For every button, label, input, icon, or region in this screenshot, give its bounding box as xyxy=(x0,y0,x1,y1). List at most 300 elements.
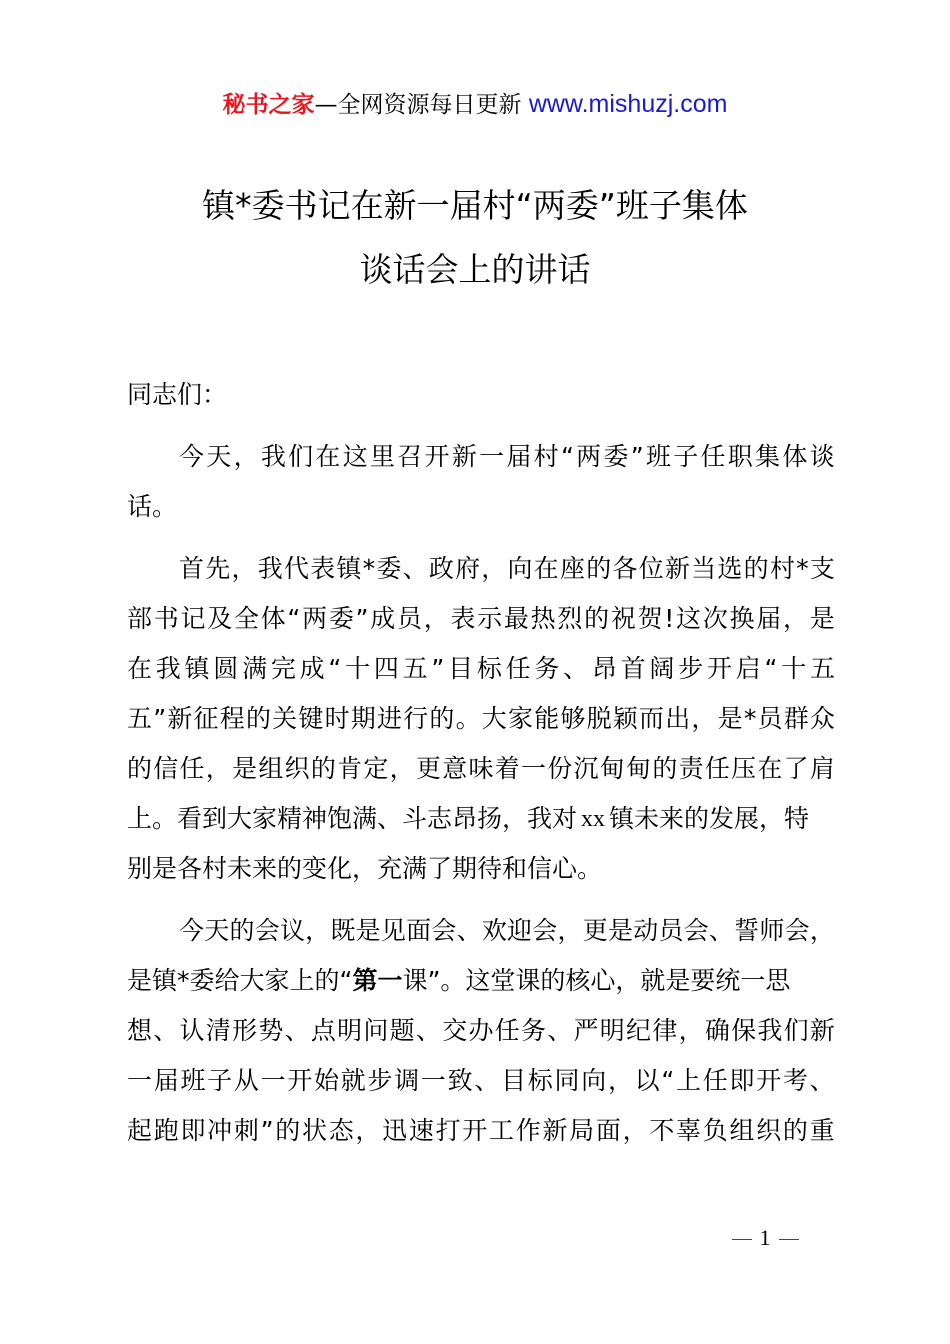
char: 键 xyxy=(298,704,324,733)
char: ” xyxy=(355,604,369,633)
char: 开 xyxy=(287,1066,313,1095)
char: 表 xyxy=(450,604,476,633)
char: 冲 xyxy=(207,1116,233,1145)
char: 明 xyxy=(337,1016,363,1045)
char: 即 xyxy=(180,1116,206,1145)
char: 、 xyxy=(474,1066,500,1095)
char: 而 xyxy=(639,704,665,733)
site-banner xyxy=(0,86,950,123)
char: 满 xyxy=(242,654,268,683)
char: 信 xyxy=(153,754,179,783)
char: 甸 xyxy=(626,754,652,783)
char: 任 xyxy=(179,754,205,783)
char: 的 xyxy=(782,1116,808,1145)
char: 步 xyxy=(678,654,704,683)
char: 关 xyxy=(272,704,298,733)
char: 步 xyxy=(367,1066,393,1095)
char: 支 xyxy=(809,554,835,583)
char: 职 xyxy=(727,442,753,471)
char: 负 xyxy=(702,1116,728,1145)
char: 沉 xyxy=(573,754,599,783)
char: 就 xyxy=(340,1066,366,1095)
char: 五 xyxy=(809,654,835,683)
char: 迅 xyxy=(382,1116,408,1145)
char: 一 xyxy=(479,442,505,471)
text-line xyxy=(127,1006,835,1056)
char: ， xyxy=(423,604,449,633)
char: 开 xyxy=(424,442,450,471)
char: ， xyxy=(782,604,808,633)
char: 纪 xyxy=(626,1016,652,1045)
char: 的 xyxy=(229,916,255,945)
char: 十 xyxy=(781,654,807,683)
char: 十 xyxy=(345,654,371,683)
page-number: 1 xyxy=(759,1225,771,1250)
char: 作 xyxy=(515,1116,541,1145)
char: 村 xyxy=(533,442,559,471)
char: 启 xyxy=(735,654,761,683)
char: 、 xyxy=(708,916,734,945)
char: 全 xyxy=(233,604,259,633)
text-line xyxy=(127,1056,835,1106)
char: 换 xyxy=(729,604,755,633)
char: 是 xyxy=(809,604,835,633)
char: 班 xyxy=(180,1066,206,1095)
char: ， xyxy=(389,754,415,783)
text-segment: 镇未来的发展，特 xyxy=(609,804,810,833)
char: “ xyxy=(661,1066,675,1095)
placeholder-town-name: xx xyxy=(581,806,606,832)
text-line xyxy=(127,744,835,794)
char: 速 xyxy=(408,1116,434,1145)
char: 的 xyxy=(429,704,455,733)
char: 誓 xyxy=(734,916,760,945)
char: 我 xyxy=(257,554,283,583)
char: 成 xyxy=(299,654,325,683)
char: 五 xyxy=(127,704,153,733)
char: * xyxy=(362,554,376,583)
char: ， xyxy=(355,1116,381,1145)
char: 认 xyxy=(179,1016,205,1045)
char: 面 xyxy=(406,916,432,945)
char: ， xyxy=(691,704,717,733)
char: 一 xyxy=(520,754,546,783)
char: 点 xyxy=(310,1016,336,1045)
char: 会 xyxy=(784,916,810,945)
char: 是 xyxy=(607,916,633,945)
char: 务 xyxy=(520,1016,546,1045)
char: 辜 xyxy=(676,1116,702,1145)
char: 保 xyxy=(731,1016,757,1045)
char: 的 xyxy=(127,754,153,783)
char: * xyxy=(796,554,809,583)
char: 任 xyxy=(702,1066,728,1095)
char: 目 xyxy=(501,1066,527,1095)
char: 五 xyxy=(402,654,428,683)
char: 。 xyxy=(455,704,481,733)
char: 期 xyxy=(350,704,376,733)
char: 工 xyxy=(489,1116,515,1145)
char: 动 xyxy=(633,916,659,945)
char: 体 xyxy=(782,442,808,471)
emphasis-first-lesson: 第一 xyxy=(352,966,403,995)
char: 当 xyxy=(691,554,717,583)
char: 、 xyxy=(563,654,589,683)
char: ! xyxy=(664,604,675,633)
char: 表 xyxy=(310,554,336,583)
char: 各 xyxy=(612,554,638,583)
char: 是 xyxy=(355,916,381,945)
char: 上 xyxy=(676,1066,702,1095)
text-line xyxy=(127,906,835,956)
text-segment: 课”。这堂课的核心，就是要统一思 xyxy=(402,966,791,995)
text-line xyxy=(127,794,835,844)
char: “ xyxy=(560,442,574,471)
char: 一 xyxy=(127,1066,153,1095)
char: ， xyxy=(809,916,835,945)
char: ” xyxy=(630,442,644,471)
text-line xyxy=(127,594,835,644)
char: ” xyxy=(431,654,445,683)
char: 的 xyxy=(652,754,678,783)
char: 在 xyxy=(127,654,153,683)
text-line xyxy=(127,544,835,594)
char: ” xyxy=(153,704,167,733)
char: 打 xyxy=(435,1116,461,1145)
char: 部 xyxy=(127,604,153,633)
paragraph-3 xyxy=(127,906,835,1156)
text-line xyxy=(127,432,835,482)
char: 肩 xyxy=(809,754,835,783)
char: ， xyxy=(678,1016,704,1045)
char: 镇 xyxy=(336,554,362,583)
brand-name: 秘书之家 xyxy=(222,92,315,118)
char: 、 xyxy=(456,916,482,945)
char: 考 xyxy=(782,1066,808,1095)
char: 群 xyxy=(783,704,809,733)
char: 严 xyxy=(573,1016,599,1045)
char: 的 xyxy=(310,754,336,783)
text-segment: 是镇*委给大家上的“ xyxy=(127,966,353,995)
char: 届 xyxy=(153,1066,179,1095)
char: ， xyxy=(607,1066,633,1095)
char: 、 xyxy=(809,1066,835,1095)
char: 新 xyxy=(664,554,690,583)
char: 更 xyxy=(415,754,441,783)
char: 组 xyxy=(258,754,284,783)
char: 问 xyxy=(363,1016,389,1045)
char: 代 xyxy=(283,554,309,583)
char: * xyxy=(743,704,757,733)
char: 势 xyxy=(258,1016,284,1045)
char: 行 xyxy=(403,704,429,733)
char: 着 xyxy=(494,754,520,783)
char: 份 xyxy=(547,754,573,783)
char: 题 xyxy=(389,1016,415,1045)
char: 开 xyxy=(706,654,732,683)
char: 完 xyxy=(270,654,296,683)
char: 味 xyxy=(468,754,494,783)
char: 委 xyxy=(603,442,629,471)
text-line: 话。 xyxy=(127,492,178,521)
char: 谈 xyxy=(809,442,835,471)
char: 任 xyxy=(704,754,730,783)
char: 员 xyxy=(757,704,783,733)
char: 既 xyxy=(330,916,356,945)
char: 是 xyxy=(717,704,743,733)
char: 师 xyxy=(759,916,785,945)
char: ， xyxy=(622,1116,648,1145)
document-body xyxy=(127,370,835,1156)
char: 开 xyxy=(462,1116,488,1145)
char: ， xyxy=(205,754,231,783)
char: 圆 xyxy=(213,654,239,683)
char: 定 xyxy=(363,754,389,783)
text-line: 别是各村未来的变化，充满了期待和信心。 xyxy=(127,854,603,883)
char: 以 xyxy=(634,1066,660,1095)
char: 子 xyxy=(673,442,699,471)
char: 了 xyxy=(783,754,809,783)
char: 首 xyxy=(179,554,205,583)
char: 召 xyxy=(397,442,423,471)
char: 记 xyxy=(180,604,206,633)
char: 任 xyxy=(700,442,726,471)
char: 示 xyxy=(477,604,503,633)
char: 标 xyxy=(476,654,502,683)
char: 首 xyxy=(620,654,646,683)
char: 重 xyxy=(809,1116,835,1145)
char: 能 xyxy=(534,704,560,733)
char: 在 xyxy=(533,554,559,583)
text-line xyxy=(127,644,835,694)
char: ， xyxy=(305,916,331,945)
char: 们 xyxy=(288,442,314,471)
char: 欢 xyxy=(481,916,507,945)
char: 的 xyxy=(245,704,271,733)
char: 见 xyxy=(380,916,406,945)
char: 调 xyxy=(394,1066,420,1095)
char: 是 xyxy=(232,754,258,783)
char: 更 xyxy=(582,916,608,945)
char: 目 xyxy=(448,654,474,683)
char: 位 xyxy=(638,554,664,583)
char: 肯 xyxy=(337,754,363,783)
char: 跑 xyxy=(153,1116,179,1145)
char: 会 xyxy=(532,916,558,945)
char: 明 xyxy=(599,1016,625,1045)
char: 一 xyxy=(260,1066,286,1095)
char: 今 xyxy=(179,916,205,945)
char: 局 xyxy=(569,1116,595,1145)
char: 组 xyxy=(729,1116,755,1145)
char: 态 xyxy=(328,1116,354,1145)
char: 任 xyxy=(494,1016,520,1045)
dash-right xyxy=(779,1239,799,1240)
char: 热 xyxy=(530,604,556,633)
char: 务 xyxy=(534,654,560,683)
char: ， xyxy=(231,554,257,583)
char: 座 xyxy=(560,554,586,583)
char: 时 xyxy=(324,704,350,733)
char: 家 xyxy=(507,704,533,733)
paragraph-2 xyxy=(127,544,835,894)
char: 即 xyxy=(729,1066,755,1095)
char: 的 xyxy=(586,554,612,583)
char: 责 xyxy=(678,754,704,783)
char: 从 xyxy=(233,1066,259,1095)
char: 最 xyxy=(503,604,529,633)
char: 府 xyxy=(455,554,481,583)
salutation: 同志们： xyxy=(127,380,228,409)
char: “ xyxy=(764,654,778,683)
char: 迎 xyxy=(507,916,533,945)
document-title-line-2: 谈话会上的讲话 xyxy=(359,250,591,289)
char: 形 xyxy=(232,1016,258,1045)
char: 两 xyxy=(576,442,602,471)
page-number-footer xyxy=(720,1222,810,1254)
char: 今 xyxy=(179,442,205,471)
char: 贺 xyxy=(637,604,663,633)
char: 会 xyxy=(431,916,457,945)
char: 在 xyxy=(757,754,783,783)
char: 标 xyxy=(527,1066,553,1095)
char: 委 xyxy=(376,554,402,583)
char: “ xyxy=(328,654,342,683)
text-line xyxy=(127,956,835,1006)
char: 状 xyxy=(301,1116,327,1145)
char: 想 xyxy=(127,1016,153,1045)
char: 届 xyxy=(506,442,532,471)
char: 向 xyxy=(581,1066,607,1095)
char: 这 xyxy=(676,604,702,633)
char: ， xyxy=(557,916,583,945)
char: 不 xyxy=(649,1116,675,1145)
char: 班 xyxy=(645,442,671,471)
char: 村 xyxy=(769,554,795,583)
char: 议 xyxy=(279,916,305,945)
char: 大 xyxy=(481,704,507,733)
char: 程 xyxy=(219,704,245,733)
char: 出 xyxy=(665,704,691,733)
char: 烈 xyxy=(557,604,583,633)
char: ， xyxy=(233,442,259,471)
char: 同 xyxy=(554,1066,580,1095)
char: 昂 xyxy=(591,654,617,683)
text-line xyxy=(127,1106,835,1156)
char: 会 xyxy=(683,916,709,945)
char: 始 xyxy=(314,1066,340,1095)
char: 政 xyxy=(428,554,454,583)
char: 面 xyxy=(595,1116,621,1145)
char: 新 xyxy=(542,1116,568,1145)
char: 一 xyxy=(420,1066,446,1095)
char: 织 xyxy=(756,1116,782,1145)
char: 的 xyxy=(743,554,769,583)
char: ， xyxy=(481,554,507,583)
char: 向 xyxy=(507,554,533,583)
char: 颖 xyxy=(612,704,638,733)
char: 里 xyxy=(369,442,395,471)
site-url-link[interactable]: www.mishuzj.com xyxy=(528,90,728,118)
char: 、 xyxy=(402,554,428,583)
char: 压 xyxy=(731,754,757,783)
char: 开 xyxy=(756,1066,782,1095)
char: 新 xyxy=(809,1016,835,1045)
char: 集 xyxy=(755,442,781,471)
char: 及 xyxy=(207,604,233,633)
char: 、 xyxy=(547,1016,573,1045)
char: 镇 xyxy=(184,654,210,683)
char: 我 xyxy=(260,442,286,471)
char: 进 xyxy=(376,704,402,733)
char: 意 xyxy=(442,754,468,783)
char: 我 xyxy=(757,1016,783,1045)
char: 织 xyxy=(284,754,310,783)
char: 子 xyxy=(207,1066,233,1095)
char: 新 xyxy=(167,704,193,733)
banner-slogan: —全网资源每日更新 xyxy=(314,92,529,118)
char: 确 xyxy=(704,1016,730,1045)
char: 清 xyxy=(205,1016,231,1045)
char: 律 xyxy=(652,1016,678,1045)
char: 次 xyxy=(702,604,728,633)
document-title-line-1: 镇*委书记在新一届村“两委”班子集体 xyxy=(202,186,748,225)
char: 众 xyxy=(809,704,835,733)
char: 们 xyxy=(783,1016,809,1045)
char: 征 xyxy=(193,704,219,733)
char: 在 xyxy=(315,442,341,471)
char: 、 xyxy=(415,1016,441,1045)
char: 祝 xyxy=(610,604,636,633)
char: 、 xyxy=(284,1016,310,1045)
char: 交 xyxy=(442,1016,468,1045)
char: 四 xyxy=(373,654,399,683)
dash-left xyxy=(732,1239,752,1240)
text-line xyxy=(127,694,835,744)
char: 致 xyxy=(447,1066,473,1095)
char: 新 xyxy=(451,442,477,471)
char: 我 xyxy=(155,654,181,683)
char: 的 xyxy=(584,604,610,633)
char: 两 xyxy=(302,604,328,633)
char: 刺 xyxy=(233,1116,259,1145)
char: 起 xyxy=(127,1116,153,1145)
char: 先 xyxy=(205,554,231,583)
char: 体 xyxy=(260,604,286,633)
char: 办 xyxy=(468,1016,494,1045)
text-segment: 上。看到大家精神饱满、斗志昂扬，我对 xyxy=(127,804,578,833)
char: 会 xyxy=(254,916,280,945)
char: 够 xyxy=(560,704,586,733)
char: 这 xyxy=(342,442,368,471)
char: ” xyxy=(260,1116,274,1145)
char: 任 xyxy=(505,654,531,683)
char: 的 xyxy=(275,1116,301,1145)
char: 员 xyxy=(658,916,684,945)
char: 员 xyxy=(396,604,422,633)
char: 甸 xyxy=(599,754,625,783)
char: 选 xyxy=(717,554,743,583)
char: 阔 xyxy=(649,654,675,683)
char: 委 xyxy=(328,604,354,633)
paragraph-1 xyxy=(127,432,835,532)
char: 届 xyxy=(756,604,782,633)
char: 、 xyxy=(153,1016,179,1045)
char: 天 xyxy=(204,916,230,945)
char: 书 xyxy=(153,604,179,633)
char: “ xyxy=(287,604,301,633)
char: 脱 xyxy=(586,704,612,733)
